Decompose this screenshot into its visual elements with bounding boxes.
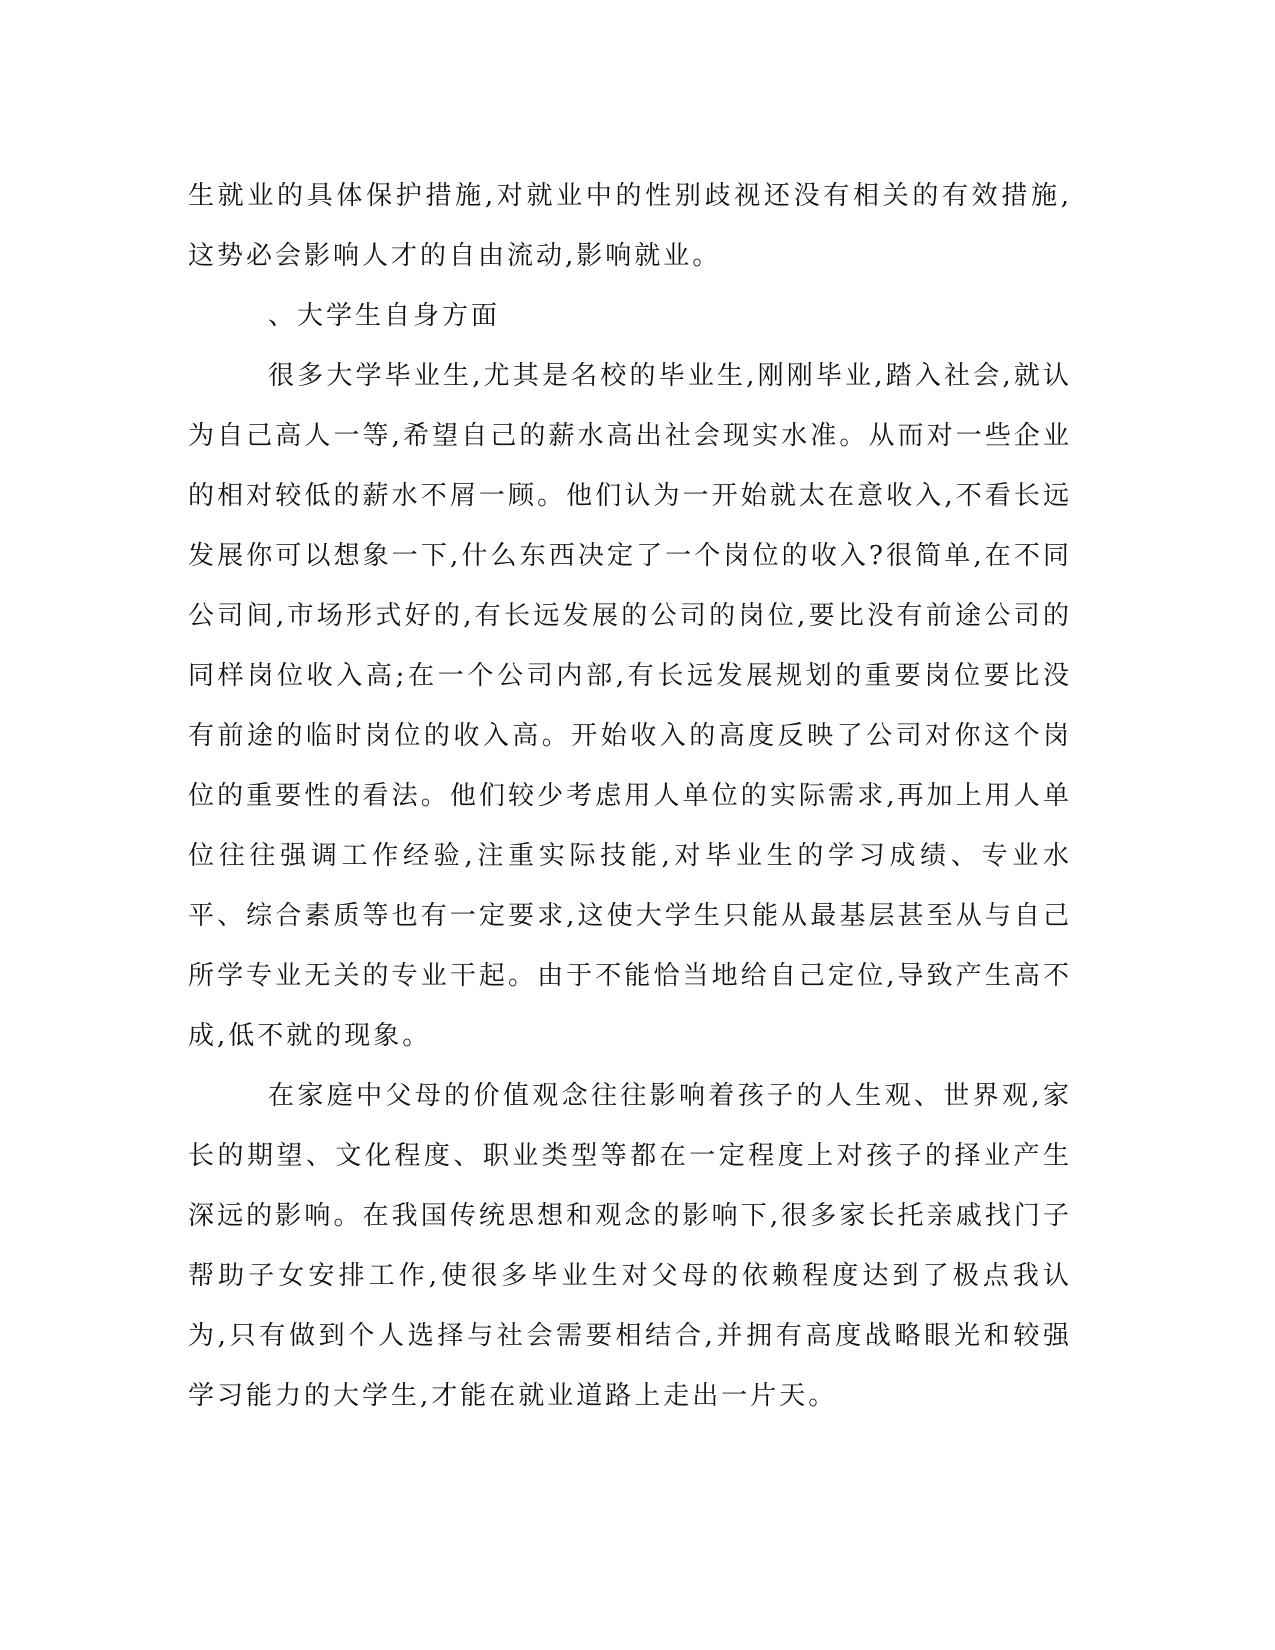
paragraph-graduates-attitude: 很多大学毕业生,尤其是名校的毕业生,刚刚毕业,踏入社会,就认为自己高人一等,希望自己的薪水高出社会现实水准。从而对一些企业的相对较低的薪水不屑一顾。他们认为一开始就太在意收入,不看长远发展你可以想象一下,什么东西决定了一个岗位的收入?很简单,在不同公司间,市场形式好的,有长远发展的公司的岗位,要比没有前途公司的同样岗位收入高;在一个公司内部,有长远发展规划的重要岗位要比没有前途的临时岗位的收入高。开始收入的高度反映了公司对你这个岗位的重要性的看法。他们较少考虑用人单位的实际需求,再加上用人单位往往强调工作经验,注重实际技能,对毕业生的学习成绩、专业水平、综合素质等也有一定要求,这使大学生只能从最基层甚至从与自己所学专业无关的专业干起。由于不能恰当地给自己定位,导致产生高不成,低不就的现象。 [188, 361, 1072, 1051]
paragraph-family-influence: 在家庭中父母的价值观念往往影响着孩子的人生观、世界观,家长的期望、文化程度、职业类型等都在一定程度上对孩子的择业产生深远的影响。在我国传统思想和观念的影响下,很多家长托亲戚找门子帮助子女安排工作,使很多毕业生对父母的依赖程度达到了极点我认为,只有做到个人选择与社会需要相结合,并拥有高度战略眼光和较强学习能力的大学生,才能在就业道路上走出一片天。 [188, 1081, 1072, 1411]
section-heading: 、大学生自身方面 [268, 301, 501, 331]
document-body [188, 166, 1072, 1426]
paragraph-continued: 生就业的具体保护措施,对就业中的性别歧视还没有相关的有效措施,这势必会影响人才的自由流动,影响就业。 [188, 181, 1072, 271]
